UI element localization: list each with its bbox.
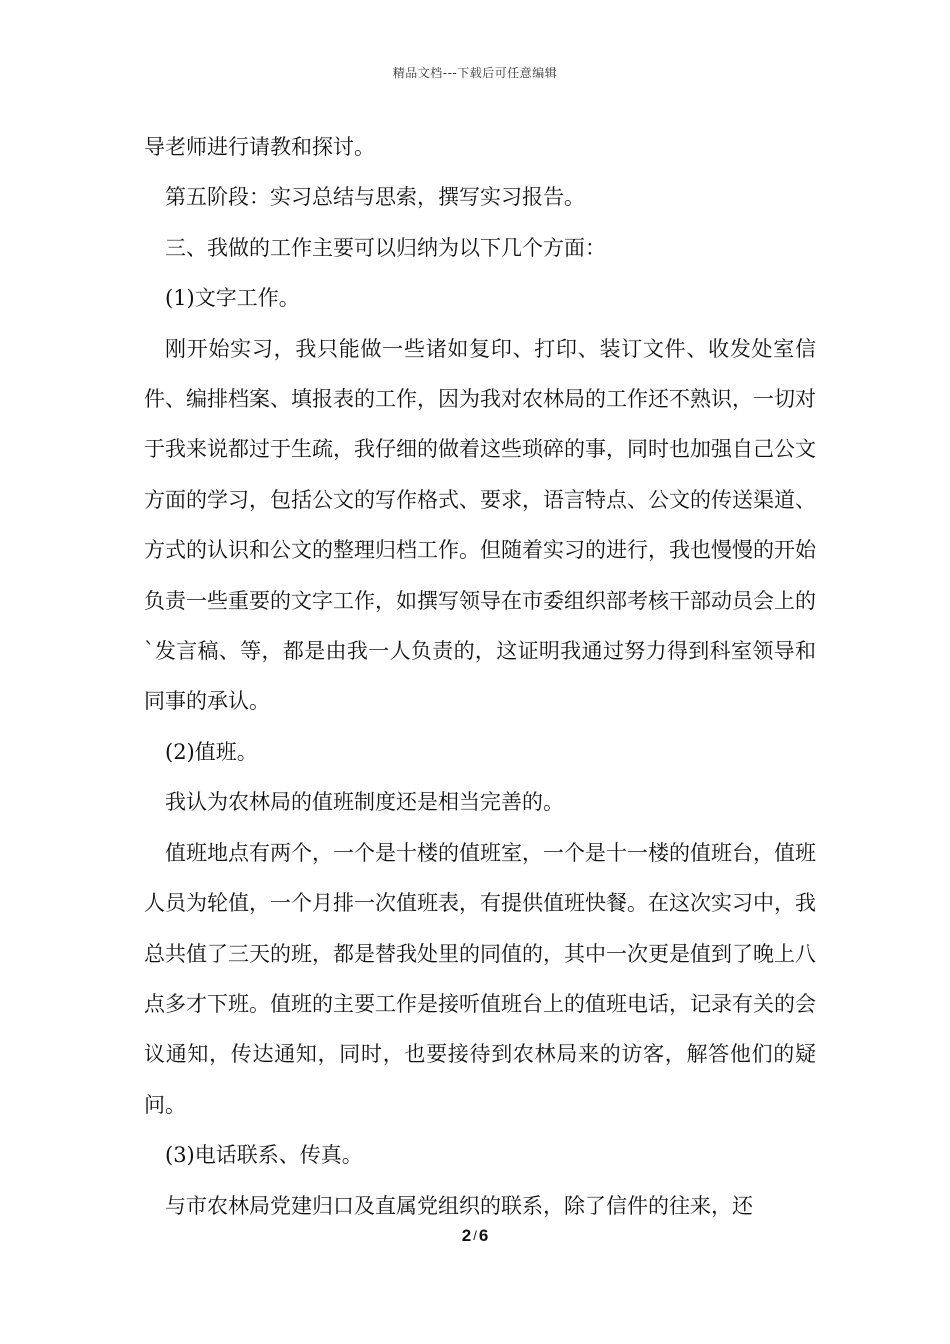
paragraph: 三、我做的工作主要可以归纳为以下几个方面： — [165, 235, 606, 260]
section-heading: (1)文字工作。 — [165, 286, 300, 311]
paragraph: 刚开始实习，我只能做一些诸如复印、打印、装订文件、收发处室信件、编排档案、填报表的工作，因为我对农林局的工作还不熟识，一切对于我来说都过于生疏，我仔细的做着这些琐碎的事，同时也加强自己公文方面的学习，包括公文的写作格式、要求，语言特点、公文的传送渠道、方式的认识和公文的整理归档工作。但随着实习的进行，我也慢慢的开始负责一些重要的文字工作，如撰写领导在市委组织部考核干部动员会上的`发言稿、等，都是由我一人负责的，这证明我通过努力得到科室领导和同事的承认。 — [144, 336, 816, 714]
section-heading: (2)值班。 — [165, 739, 258, 764]
paragraph: 我认为农林局的值班制度还是相当完善的。 — [165, 790, 564, 815]
page-number — [0, 1226, 950, 1246]
paragraph: 值班地点有两个，一个是十楼的值班室，一个是十一楼的值班台，值班人员为轮值，一个月排一次值班表，有提供值班快餐。在这次实习中，我总共值了三天的班，都是替我处里的同值的，其中一次更是值到了晚上八点多才下班。值班的主要工作是接听值班台上的值班电话，记录有关的会议通知，传达通知，同时，也要接待到农林局来的访客，解答他们的疑问。 — [144, 840, 816, 1117]
paragraph: 与市农林局党建归口及直属党组织的联系，除了信件的往来，还 — [165, 1193, 753, 1218]
paragraph: 导老师进行请教和探讨。 — [144, 135, 375, 159]
page-separator: / — [473, 1228, 477, 1243]
page-header: 精品文档---下载后可任意编辑 — [392, 66, 558, 80]
section-heading: (3)电话联系、传真。 — [165, 1143, 363, 1168]
total-pages: 6 — [478, 1226, 489, 1245]
current-page: 2 — [461, 1226, 472, 1245]
paragraph: 第五阶段：实习总结与思索，撰写实习报告。 — [165, 185, 585, 210]
document-body — [144, 122, 816, 1231]
